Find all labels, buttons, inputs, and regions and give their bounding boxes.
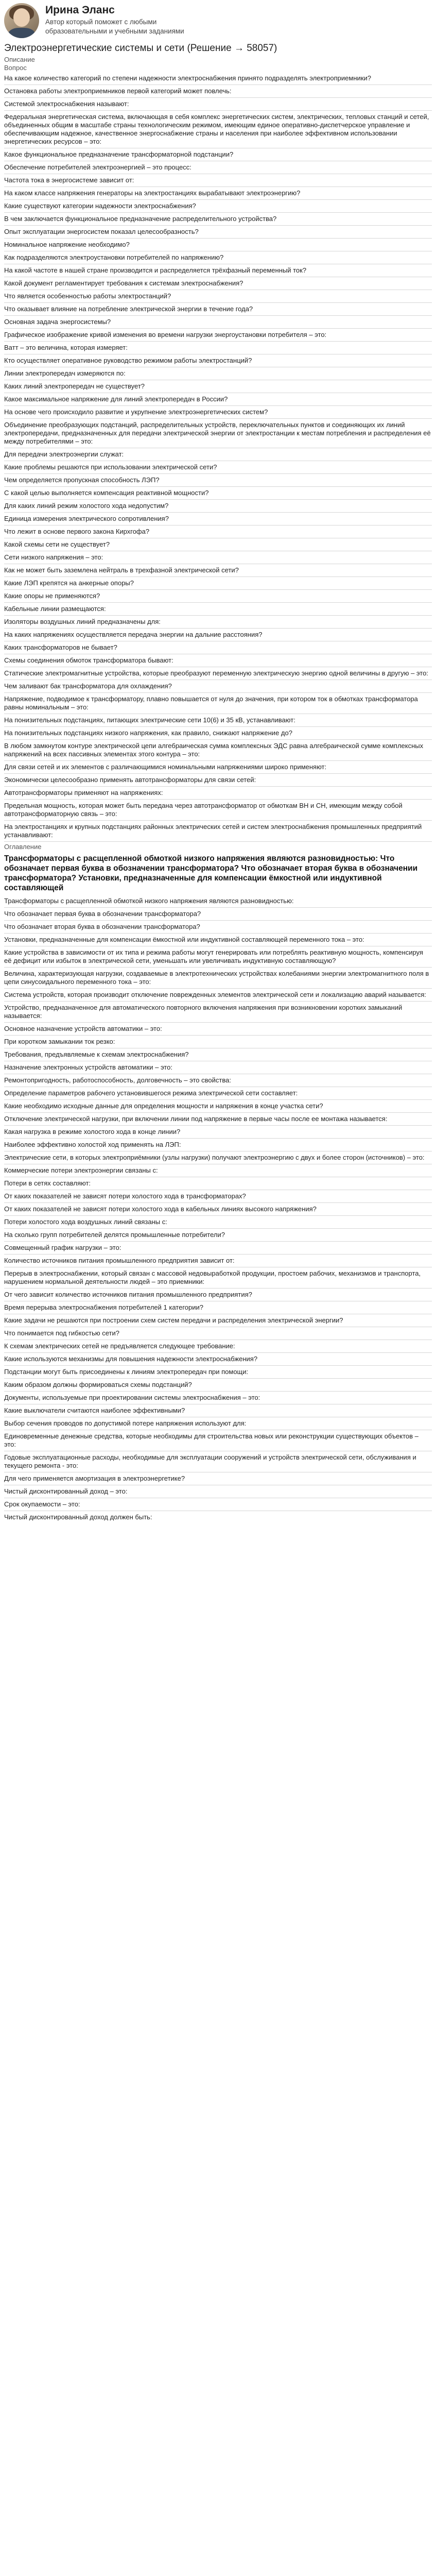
- question-item: Для связи сетей и их элементов с различающимися номинальными напряжениями широко применяют:: [4, 760, 432, 773]
- question-item: Ремонтопригодность, работоспособность, долговечность – это свойства:: [4, 1074, 432, 1087]
- question-item: В чем заключается функциональное предназначение распределительного устройства?: [4, 212, 432, 225]
- question-item: Экономически целесообразно применять автотрансформаторы для связи сетей:: [4, 773, 432, 786]
- question-item: Какие выключатели считаются наиболее эффективными?: [4, 1404, 432, 1417]
- question-item: Перерыв в электроснабжении, который связан с массовой недовыработкой продукции, простоем рабочих, механизмов и транспорта, нарушением нормальной деятельности людей – это приемники:: [4, 1267, 432, 1288]
- question-item: На основе чего происходило развитие и укрупнение электроэнергетических систем?: [4, 405, 432, 418]
- question-item: Отключение электрической нагрузки, при включении линии под напряжение в первые часы после ее монтажа называется:: [4, 1112, 432, 1125]
- question-item: Чем определяется пропускная способность ЛЭП?: [4, 473, 432, 486]
- question-item: Чистый дисконтированный доход должен быть:: [4, 1511, 432, 1523]
- question-item: Частота тока в энергосистеме зависит от:: [4, 174, 432, 187]
- question-item: Трансформаторы с расщепленной обмоткой низкого напряжения являются разновидностью:: [4, 897, 294, 905]
- question-item: Потери в сетях составляют:: [4, 1177, 432, 1190]
- question-item: Единовременные денежные средства, которые необходимы для строительства новых или реконструкции существующих объектов – это:: [4, 1430, 432, 1451]
- question-item: Линии электропередач измеряются по:: [4, 367, 432, 380]
- question-item: Остановка работы электроприемников первой категорий может повлечь:: [4, 84, 432, 97]
- question-item: Требования, предъявляемые к схемам электроснабжения?: [4, 1048, 432, 1061]
- question-item: Определение параметров рабочего установившегося режима электрической сети составляет:: [4, 1087, 432, 1099]
- question-item: На понизительных подстанциях низкого напряжения, как правило, снижают напряжение до?: [4, 726, 432, 739]
- question-item: На понизительных подстанциях, питающих электрические сети 10(6) и 35 кВ, устанавливают:: [4, 714, 432, 726]
- question-item: Какие существуют категории надежности электроснабжения?: [4, 199, 432, 212]
- question-item: Какое функциональное предназначение трансформаторной подстанции?: [4, 148, 432, 161]
- question-item: На электростанциях и крупных подстанциях районных электрических сетей и систем электроснабжения промышленных предприятий устанавливают:: [4, 820, 432, 841]
- question-item: На сколько групп потребителей делятся промышленные потребители?: [4, 1228, 432, 1241]
- question-item: Объединение преобразующих подстанций, распределительных устройств, переключательных пунктов и соединяющих их линий электропередачи, предназначенных для передачи электрической энергии от электростанции к местам потребления и распределения её между потребителями – это:: [4, 418, 432, 448]
- question-item: Время перерыва электроснабжения потребителей 1 категории?: [4, 1301, 432, 1314]
- question-item: На каких напряжениях осуществляется передача энергии на дальние расстояния?: [4, 628, 432, 641]
- question-item: Какое максимальное напряжение для линий электропередач в России?: [4, 393, 432, 405]
- question-item: Номинальное напряжение необходимо?: [4, 238, 432, 251]
- question-item: Какие проблемы решаются при использовании электрической сети?: [4, 461, 432, 473]
- question-item: Каких линий электропередач не существует?: [4, 380, 432, 393]
- question-item: Основное назначение устройств автоматики – это:: [4, 1022, 432, 1035]
- question-item: Годовые эксплуатационные расходы, необходимые для эксплуатации сооружений и устройств электрической сети, обслуживания и текущего ремонта - это:: [4, 1451, 432, 1472]
- question-label: Вопрос: [4, 64, 27, 72]
- author-name[interactable]: Ирина Эланс: [45, 4, 115, 16]
- question-item: Опыт эксплуатации энергосистем показал целесообразность?: [4, 225, 432, 238]
- question-item: Потери холостого хода воздушных линий связаны с:: [4, 1215, 432, 1228]
- question-item: Документы, используемые при проектировании системы электроснабжения – это:: [4, 1391, 432, 1404]
- question-item: Как подразделяются электроустановки потребителей по напряжению?: [4, 251, 432, 264]
- question-item: Что лежит в основе первого закона Кирхгофа?: [4, 525, 432, 538]
- contents-label: Оглавление: [4, 841, 432, 852]
- question-item: С какой целью выполняется компенсация реактивной мощности?: [4, 486, 432, 499]
- author-description: Автор который поможет с любыми образовательными и учебными заданиями: [45, 18, 184, 35]
- question-item: На какой частоте в нашей стране производится и распределяется трёхфазный переменный ток?: [4, 264, 432, 277]
- question-item: Какие используются механизмы для повышения надежности электроснабжения?: [4, 1352, 432, 1365]
- question-item: Каких трансформаторов не бывает?: [4, 641, 432, 654]
- question-item: Статические электромагнитные устройства, которые преобразуют переменную электрическую энергию одной величины в другую – это:: [4, 667, 432, 680]
- question-item: Ватт – это величина, которая измеряет:: [4, 341, 432, 354]
- question-item: Чистый дисконтированный доход – это:: [4, 1485, 432, 1498]
- question-item: Выбор сечения проводов по допустимой потере напряжения используют для:: [4, 1417, 432, 1430]
- question-item: Коммерческие потери электроэнергии связаны с:: [4, 1164, 432, 1177]
- question-item: Схемы соединения обмоток трансформатора бывают:: [4, 654, 432, 667]
- question-item: Какой документ регламентирует требования к системам электроснабжения?: [4, 277, 432, 290]
- question-item: Подстанции могут быть присоединены к линиям электропередач при помощи:: [4, 1365, 432, 1378]
- question-item: Что является особенностью работы электростанций?: [4, 290, 432, 302]
- question-item: Кто осуществляет оперативное руководство режимом работы электростанций?: [4, 354, 432, 367]
- author-card: [0, 0, 436, 42]
- question-item: Обеспечение потребителей электроэнергией – это процесс:: [4, 161, 432, 174]
- question-item: Основная задача энергосистемы?: [4, 315, 432, 328]
- question-item: Для чего применяется амортизация в электроэнергетике?: [4, 1472, 432, 1485]
- question-item: От чего зависит количество источников питания промышленного предприятия?: [4, 1288, 432, 1301]
- question-item: Напряжение, подводимое к трансформатору, плавно повышается от нуля до значения, при котором ток в обмотках трансформатора равны номинальным – это:: [4, 692, 432, 714]
- question-item: Совмещенный график нагрузки – это:: [4, 1241, 432, 1254]
- question-item: Количество источников питания промышленного предприятия зависит от:: [4, 1254, 432, 1267]
- question-item: Федеральная энергетическая система, включающая в себя комплекс энергетических систем, электрических, тепловых станций и сетей, объединенных общим в масштабе страны технологическим режимом, имеющим единое оперативно-диспетчерское управление и обеспечивающим надежное, качественное энергоснабжение страны и населения при наиболее эффективном использовании энергетических ресурсов – это:: [4, 110, 432, 148]
- question-item: Кабельные линии размещаются:: [4, 602, 432, 615]
- question-item: Что обозначает вторая буква в обозначении трансформатора?: [4, 920, 432, 933]
- question-item: Какие устройства в зависимости от их типа и режима работы могут генерировать или потреблять реактивную мощность, компенсируя её дефицит или избыток в электрической сети, уменьшать или увеличивать индуктивную составляющую?: [4, 946, 432, 967]
- question-list: [0, 72, 436, 841]
- question-item: Что обозначает первая буква в обозначении трансформатора?: [4, 907, 432, 920]
- avatar[interactable]: [4, 3, 39, 38]
- question-item: Для передачи электроэнергии служат:: [4, 448, 432, 461]
- question-item: Что оказывает влияние на потребление электрической энергии в течение года?: [4, 302, 432, 315]
- question-item: На каком классе напряжения генераторы на электростанциях вырабатывают электроэнергию?: [4, 187, 432, 199]
- question-item: Единица измерения электрического сопротивления?: [4, 512, 432, 525]
- question-item: Как не может быть заземлена нейтраль в трехфазной электрической сети?: [4, 564, 432, 577]
- question-item: Каким образом должны формироваться схемы подстанций?: [4, 1378, 432, 1391]
- question-list-contents: [0, 895, 436, 1523]
- question-item: Электрические сети, в которых электроприёмники (узлы нагрузки) получают электроэнергию с двух и более сторон (источников) – это:: [4, 1151, 432, 1164]
- question-item: В любом замкнутом контуре электрической цепи алгебраическая сумма комплексных ЭДС равна алгебраической сумме комплексных напряжений на всех пассивных элементах этого контура – это:: [4, 739, 432, 760]
- question-item: Чем заливают бак трансформатора для охлаждения?: [4, 680, 432, 692]
- question-item: К схемам электрических сетей не предъявляется следующее требование:: [4, 1340, 432, 1352]
- question-item: Наиболее эффективно холостой ход применять на ЛЭП:: [4, 1138, 432, 1151]
- page-title: Электроэнергетические системы и сети (Решение → 58057): [4, 43, 277, 54]
- question-item: Установки, предназначенные для компенсации ёмкостной или индуктивной составляющей переменного тока – это:: [4, 933, 432, 946]
- question-item: Устройство, предназначенное для автоматического повторного включения напряжения при возникновении коротких замыканий называется:: [4, 1001, 432, 1022]
- question-item: Предельная мощность, которая может быть передана через автотрансформатор от обмоткам ВН и СН, имеющим между собой автотрансформаторную связь – это:: [4, 799, 432, 820]
- question-item: Какой схемы сети не существует?: [4, 538, 432, 551]
- question-item: Срок окупаемости – это:: [4, 1498, 432, 1511]
- question-item: Что понимается под гибкостью сети?: [4, 1327, 432, 1340]
- question-item: При коротком замыкании ток резко:: [4, 1035, 432, 1048]
- question-item: Изоляторы воздушных линий предназначены для:: [4, 615, 432, 628]
- question-item: Какие ЛЭП крепятся на анкерные опоры?: [4, 577, 432, 589]
- description-label: Описание: [4, 56, 35, 63]
- question-item: Какие необходимо исходные данные для определения мощности и напряжения в конце участка сети?: [4, 1099, 432, 1112]
- question-item: На какое количество категорий по степени надежности электроснабжения принято подразделять электроприемники?: [4, 74, 371, 82]
- question-item: Для каких линий режим холостого хода недопустим?: [4, 499, 432, 512]
- question-item: Какие опоры не применяются?: [4, 589, 432, 602]
- question-item: Какая нагрузка в режиме холостого хода в конце линии?: [4, 1125, 432, 1138]
- contents-heading: Трансформаторы с расщепленной обмоткой низкого напряжения являются разновидностью: Что обозначает первая буква в обозначении трансформатора? Что обозначает вторая буква в обозначении трансформатора? Установки, предназначенные для компенсации ёмкостной или индуктивной составляющей: [4, 854, 418, 892]
- question-item: Сети низкого напряжения – это:: [4, 551, 432, 564]
- question-item: Графическое изображение кривой изменения во времени нагрузки энергоустановки потребителя – это:: [4, 328, 432, 341]
- question-item: Автотрансформаторы применяют на напряжениях:: [4, 786, 432, 799]
- question-item: Системой электроснабжения называют:: [4, 97, 432, 110]
- question-item: От каких показателей не зависят потери холостого хода в трансформаторах?: [4, 1190, 432, 1202]
- question-item: Какие задачи не решаются при построении схем систем передачи и распределения электрической энергии?: [4, 1314, 432, 1327]
- question-item: От каких показателей не зависят потери холостого хода в кабельных линиях высокого напряжения?: [4, 1202, 432, 1215]
- question-item: Система устройств, которая производит отключение поврежденных элементов электрической сети и локализацию аварий называется:: [4, 988, 432, 1001]
- question-item: Величина, характеризующая нагрузки, создаваемые в электротехнических устройствах колебаниями энергии электромагнитного поля в цепи синусоидального переменного тока – это:: [4, 967, 432, 988]
- question-item: Назначение электронных устройств автоматики – это:: [4, 1061, 432, 1074]
